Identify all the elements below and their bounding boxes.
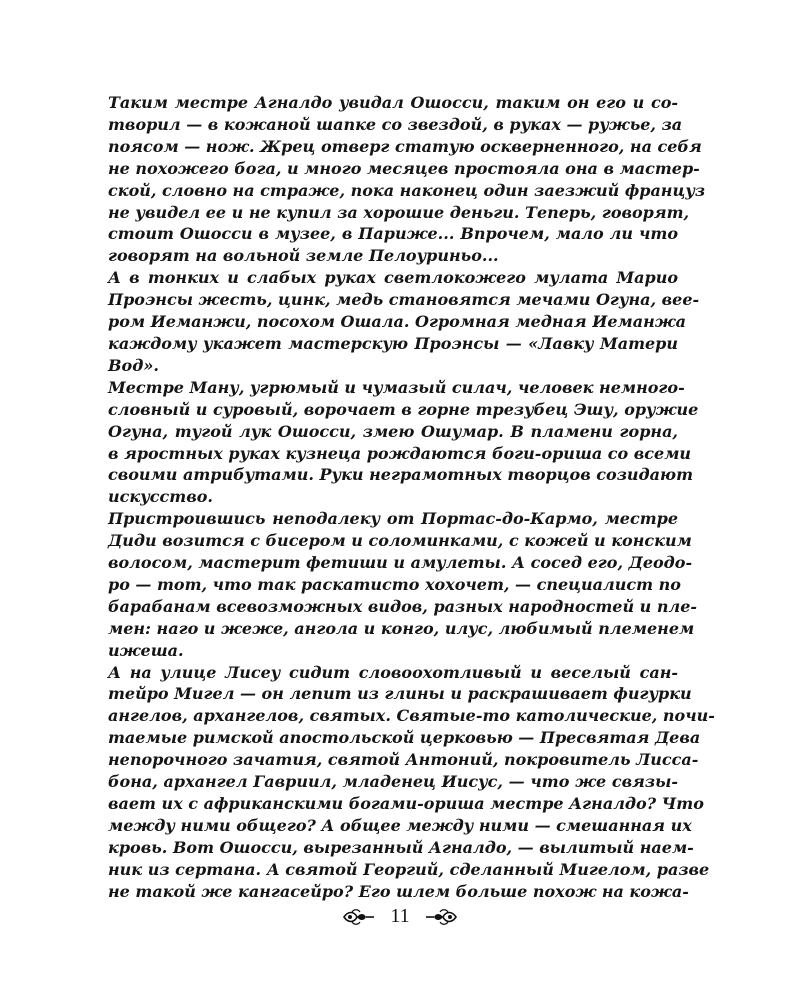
text-line: в яростных руках кузнеца рождаются боги-ориша со всеми xyxy=(108,443,692,463)
text-line: таемые римской апостольской церковью — Пресвятая Дева xyxy=(108,728,701,748)
text-line: поясом — нож. Жрец отверг статую оскверненного, на себя xyxy=(108,136,702,156)
text-line: тейро Мигел — он лепит из глины и раскрашивает фигурки xyxy=(108,684,692,704)
left-ornament-icon xyxy=(342,907,376,927)
text-line: кровь. Вот Ошосси, вырезанный Агналдо, — вылитый наем- xyxy=(108,837,694,857)
text-line: стоит Ошосси в музее, в Париже... Впрочем, мало ли что xyxy=(108,224,678,244)
text-line: творил — в кожаной шапке со звездой, в руках — ружье, за xyxy=(108,114,683,134)
text-line: мен: наго и жеже, ангола и конго, илус, любимый племенем xyxy=(108,618,695,638)
text-line: ангелов, архангелов, святых. Святые-то католические, почи- xyxy=(108,706,715,726)
text-line: бона, архангел Гавриил, младенец Иисус, — что же связы- xyxy=(108,772,678,792)
text-line: не увидел ее и не купил за хорошие деньги. Теперь, говорят, xyxy=(108,202,690,222)
paragraph-2 xyxy=(78,267,700,377)
page-number: 11 xyxy=(390,905,410,927)
paragraph-3 xyxy=(78,377,699,508)
text-line: Проэнсы жесть, цинк, медь становятся мечами Огуна, вее- xyxy=(108,290,700,310)
page-footer xyxy=(0,905,800,928)
text-line: словный и суровый, ворочает в горне трезубец Эшу, оружие xyxy=(108,399,699,419)
text-line: А в тонких и слабых руках светлокожего мулата Марио xyxy=(108,268,678,288)
text-line: Огуна, тугой лук Ошосси, змею Ошумар. В пламени горна, xyxy=(108,421,678,441)
text-line: каждому укажет мастерскую Проэнсы — «Лавку Матери xyxy=(108,333,678,353)
text-line: не похожего бога, и много месяцев простояла она в мастер- xyxy=(108,158,700,178)
text-line: волосом, мастерит фетиши и амулеты. А сосед его, Деодо- xyxy=(108,553,693,573)
paragraph-4 xyxy=(78,508,698,661)
text-line: искусство. xyxy=(108,487,213,507)
page-body xyxy=(78,92,715,903)
text-line: ро — тот, что так раскатисто хохочет, — специалист по xyxy=(108,574,681,594)
paragraph-5 xyxy=(78,662,715,903)
right-ornament-icon xyxy=(424,907,458,927)
text-line: Вод». xyxy=(108,355,159,375)
text-line: непорочного зачатия, святой Антоний, покровитель Лисса- xyxy=(108,750,699,770)
text-line: Диди возится с бисером и соломинками, с кожей и конским xyxy=(108,531,692,551)
text-line: Местре Ману, угрюмый и чумазый силач, человек немного- xyxy=(108,377,685,397)
text-line: барабанам всевозможных видов, разных народностей и пле- xyxy=(108,596,698,616)
text-line: ижеша. xyxy=(108,640,184,660)
text-line: не такой же кангасейро? Его шлем больше похож на кожа- xyxy=(108,881,689,901)
text-line: вает их с африканскими богами-ориша местре Агналдо? Что xyxy=(108,794,704,813)
text-line: Таким местре Агналдо увидал Ошосси, таким он его и со- xyxy=(108,93,678,112)
text-line: А на улице Лисеу сидит словоохотливый и веселый сан- xyxy=(108,662,678,682)
text-line: говорят на вольной земле Пелоуриньо... xyxy=(108,246,499,266)
text-line: между ними общего? А общее между ними — смешанная их xyxy=(108,815,692,835)
text-line: ской, словно на страже, пока наконец один заезжий француз xyxy=(108,180,706,200)
text-line: ник из сертана. А святой Георгий, сделанный Мигелом, разве xyxy=(108,859,710,879)
text-line: Пристроившись неподалеку от Портас-до-Кармо, местре xyxy=(108,509,678,529)
text-line: своими атрибутами. Руки неграмотных творцов созидают xyxy=(108,465,693,485)
text-line: ром Иеманжи, посохом Ошала. Огромная медная Иеманжа xyxy=(108,312,686,332)
paragraph-1 xyxy=(78,92,706,267)
